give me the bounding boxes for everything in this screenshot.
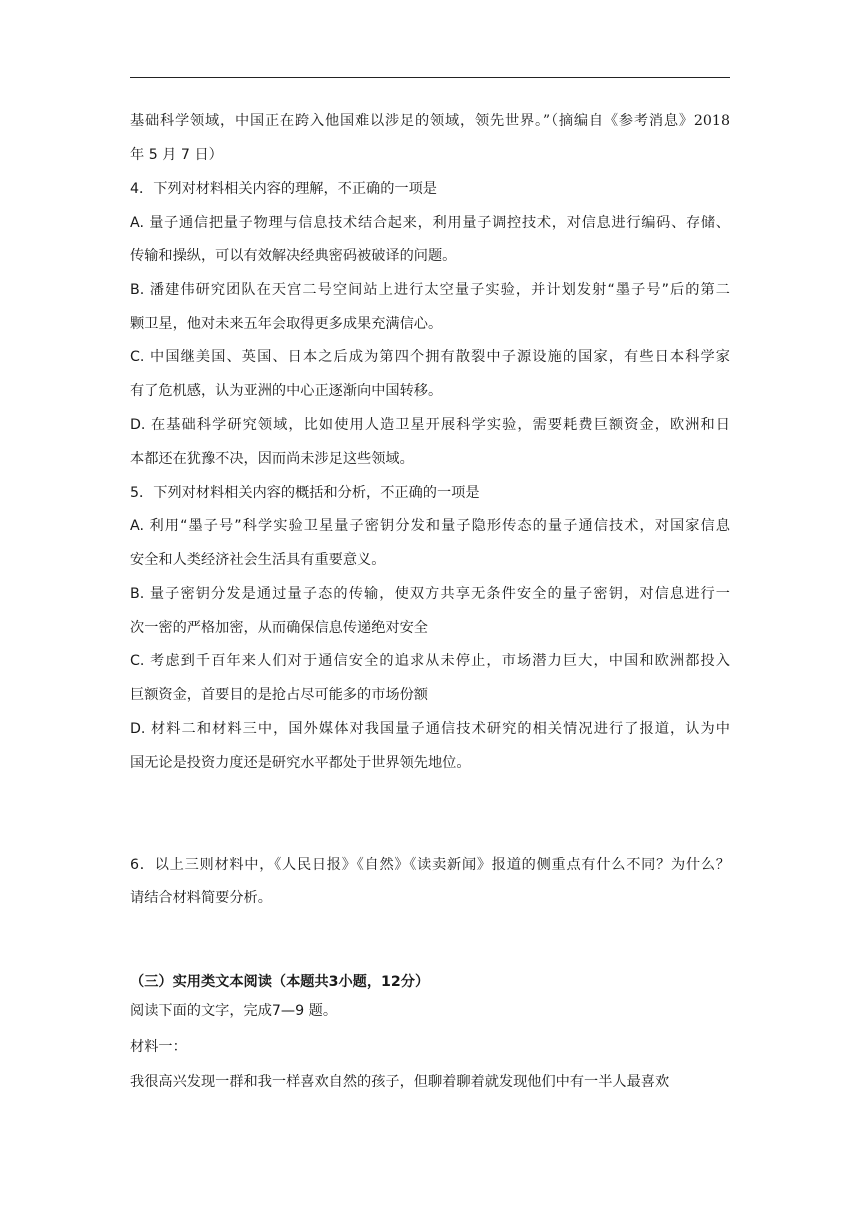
- option-5d-cont: 国无论是投资力度还是研究水平都处于世界领先地位。: [130, 755, 471, 771]
- text-line: 基础科学领域，中国正在跨入他国难以涉足的领域，领先世界。”（摘编自《参考消息》2018: [130, 113, 730, 129]
- option-4d: D. 在基础科学研究领域，比如使用人造卫星开展科学实验，需要耗费巨额资金，欧洲和日: [130, 417, 730, 433]
- material-text: 我很高兴发现一群和我一样喜欢自然的孩子，但聊着聊着就发现他们中有一半人最喜欢: [130, 1074, 670, 1090]
- header-rule: [130, 77, 730, 78]
- text-line: 年 5 月 7 日）: [130, 147, 223, 163]
- option-5a: A. 利用“墨子号”科学实验卫星量子密钥分发和量子隐形传态的量子通信技术，对国家信息: [130, 518, 730, 534]
- option-4b: B. 潘建伟研究团队在天宫二号空间站上进行太空量子实验，并计划发射“墨子号”后的第二: [130, 282, 730, 298]
- option-4c-cont: 有了危机感，认为亚洲的中心正逐渐向中国转移。: [130, 383, 443, 399]
- option-4c: C. 中国继美国、英国、日本之后成为第四个拥有散裂中子源设施的国家，有些日本科学家: [130, 349, 730, 365]
- question-6-stem: 6．以上三则材料中，《人民日报》《自然》《读卖新闻》报道的侧重点有什么不同？为什么？: [130, 857, 730, 873]
- option-5d: D. 材料二和材料三中，国外媒体对我国量子通信技术研究的相关情况进行了报道，认为中: [130, 721, 730, 737]
- reading-instruction: 阅读下面的文字，完成7—9 题。: [130, 1003, 338, 1019]
- option-4d-cont: 本都还在犹豫不决，因而尚未涉足这些领域。: [130, 451, 414, 467]
- option-5b: B. 量子密钥分发是通过量子态的传输，使双方共享无条件安全的量子密钥，对信息进行一: [130, 586, 730, 602]
- section-heading: （三）实用类文本阅读（本题共3小题，12分）: [130, 974, 430, 990]
- material-label: 材料一：: [130, 1039, 187, 1055]
- question-4-stem: 4．下列对材料相关内容的理解，不正确的一项是: [130, 181, 437, 197]
- option-5b-cont: 次一密的严格加密，从而确保信息传递绝对安全: [130, 620, 428, 636]
- option-5a-cont: 安全和人类经济社会生活具有重要意义。: [130, 552, 386, 568]
- option-4a: A. 量子通信把量子物理与信息技术结合起来，利用量子调控技术，对信息进行编码、存储、: [130, 215, 730, 231]
- question-5-stem: 5．下列对材料相关内容的概括和分析，不正确的一项是: [130, 485, 480, 501]
- option-5c-cont: 巨额资金，首要目的是抢占尽可能多的市场份额: [130, 687, 428, 703]
- question-6-cont: 请结合材料简要分析。: [130, 890, 272, 906]
- option-4a-cont: 传输和操纵，可以有效解决经典密码被破译的问题。: [130, 248, 457, 264]
- option-5c: C. 考虑到千百年来人们对于通信安全的追求从未停止，市场潜力巨大，中国和欧洲都投入: [130, 653, 730, 669]
- option-4b-cont: 颗卫星，他对未来五年会取得更多成果充满信心。: [130, 316, 443, 332]
